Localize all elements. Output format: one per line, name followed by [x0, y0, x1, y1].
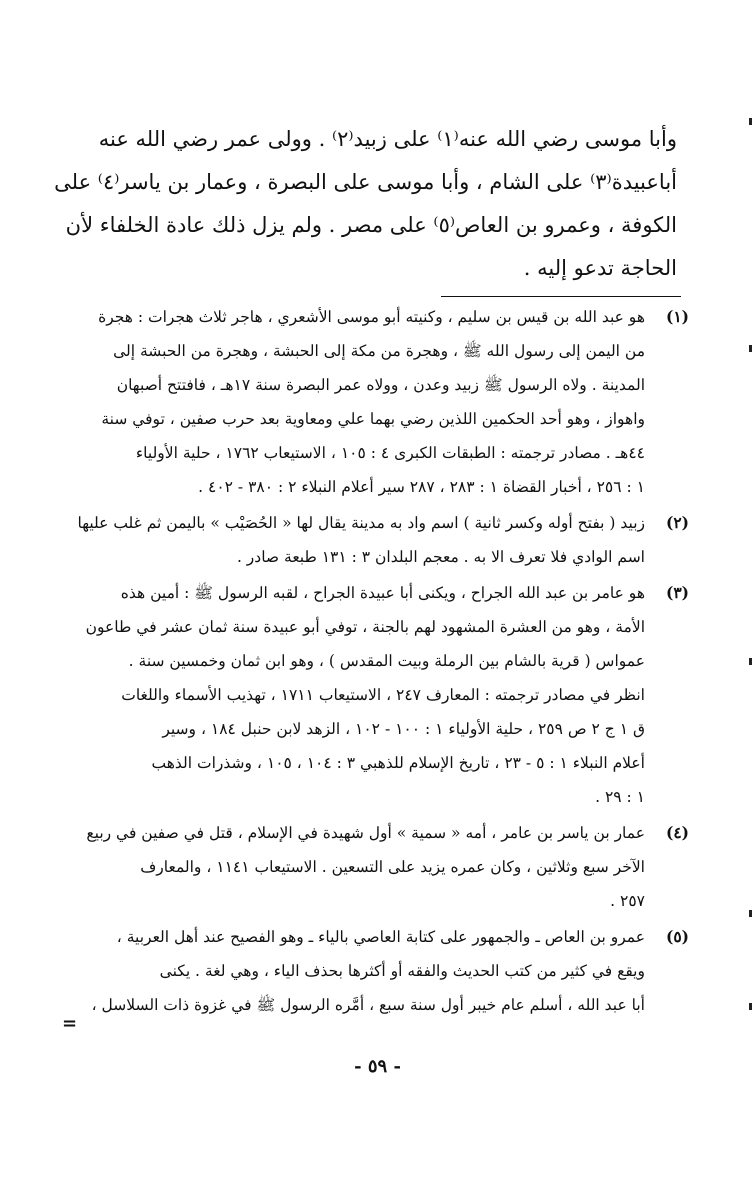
footnote-line: ٤٤هـ . مصادر ترجمته : الطبقات الكبرى ٤ : ١٠٥ ، الاستيعاب ١٧٦٢ ، حلية الأولياء: [135, 444, 645, 462]
footnotes: [41, 300, 689, 1024]
footnote-line: من اليمن إلى رسول الله ﷺ ، وهجرة من مكة إلى الحبشة ، وهجرة من الحبشة إلى: [113, 342, 645, 360]
footnote-1: [41, 300, 689, 504]
footnote-4: [41, 816, 689, 918]
footnote-3: [41, 576, 689, 814]
footnote-line: عمرو بن العاص ـ والجمهور على كتابة العاصي بالياء ـ وهو الفصيح عند أهل العربية ،: [116, 928, 645, 946]
footnote-line: واهواز ، وهو أحد الحكمين اللذين رضي بهما علي ومعاوية بعد حرب صفين ، توفي سنة: [101, 410, 645, 428]
footnote-line: الآخر سبع وثلاثين ، وكان عمره يزيد على التسعين . الاستيعاب ١١٤١ ، والمعارف: [140, 858, 645, 876]
footnote-line: هو عبد الله بن قيس بن سليم ، وكنيته أبو موسى الأشعري ، هاجر ثلاث هجرات : هجرة: [98, 308, 645, 326]
main-text-line: وأبا موسى رضي الله عنه⁽١⁾ على زبيد⁽٢⁾ . وولى عمر رضي الله عنه: [98, 127, 677, 151]
page-number: - ٥٩ -: [354, 1056, 401, 1077]
footnote-line: هو عامر بن عبد الله الجراح ، ويكنى أبا عبيدة الجراح ، لقبه الرسول ﷺ : أمين هذه: [120, 584, 645, 602]
main-text: [54, 118, 677, 290]
scan-artifact: [749, 345, 752, 352]
continuation-mark: =: [62, 1013, 78, 1034]
footnote-2: [41, 506, 689, 574]
footnote-line: الأمة ، وهو من العشرة المشهود لهم بالجنة ، توفي أبو عبيدة سنة ثمان عشر في طاعون: [85, 618, 645, 636]
footnote-line: أعلام النبلاء ١ : ٥ - ٢٣ ، تاريخ الإسلام للذهبي ٣ : ١٠٤ ، ١٠٥ ، وشذرات الذهب: [151, 754, 645, 772]
scan-artifact: [749, 658, 752, 665]
footnote-line: عمواس ( قرية بالشام بين الرملة وبيت المقدس ) ، وهو ابن ثمان وخمسين سنة .: [128, 652, 645, 670]
footnote-line: المدينة . ولاه الرسول ﷺ زبيد وعدن ، وولاه عمر البصرة سنة ١٧هـ ، فافتتح أصبهان: [116, 376, 645, 394]
main-text-line: الكوفة ، وعمرو بن العاص⁽٥⁾ على مصر . ولم يزل ذلك عادة الخلفاء لأن: [65, 213, 677, 237]
footnote-number: (١): [665, 307, 689, 326]
footnote-line: اسم الوادي فلا تعرف الا به . معجم البلدان ٣ : ١٣١ طبعة صادر .: [236, 548, 645, 566]
main-text-line: أباعبيدة⁽٣⁾ على الشام ، وأبا موسى على البصرة ، وعمار بن ياسر⁽٤⁾ على: [54, 170, 677, 194]
footnote-line: ١ : ٢٩ .: [595, 788, 645, 806]
footnote-line: زبيد ( بفتح أوله وكسر ثانية ) اسم واد به مدينة يقال لها « الحُصَيْب » باليمن ثم غلب عليها: [77, 514, 645, 532]
footnote-line: ٢٥٧ .: [610, 892, 645, 910]
footnote-line: ويقع في كثير من كتب الحديث والفقه أو أكثرها بحذف الياء ، وهي لغة . يكنى: [159, 962, 645, 980]
footnote-number: (٤): [665, 823, 689, 842]
footnote-line: أبا عبد الله ، أسلم عام خيبر أول سنة سبع ، أمَّره الرسول ﷺ في غزوة ذات السلاسل ،: [91, 996, 645, 1014]
footnote-line: ١ : ٢٥٦ ، أخبار القضاة ١ : ٢٨٣ ، ٢٨٧ سير أعلام النبلاء ٢ : ٣٨٠ - ٤٠٢ .: [198, 478, 645, 496]
footnote-number: (٢): [665, 513, 689, 532]
main-text-line: الحاجة تدعو إليه .: [523, 256, 677, 280]
footnote-number: (٣): [665, 583, 689, 602]
scan-artifact: [749, 910, 752, 917]
footnote-line: ق ١ ج ٢ ص ٢٥٩ ، حلية الأولياء ١ : ١٠٠ - ١٠٢ ، الزهد لابن حنبل ١٨٤ ، وسير: [162, 720, 645, 738]
scan-artifact: [749, 1003, 752, 1010]
footnote-5: [41, 920, 689, 1022]
footnote-line: عمار بن ياسر بن عامر ، أمه « سمية » أول شهيدة في الإسلام ، قتل في صفين في ربيع: [86, 824, 645, 842]
footnote-separator: [441, 296, 681, 297]
footnote-number: (٥): [665, 927, 689, 946]
footnote-line: انظر في مصادر ترجمته : المعارف ٢٤٧ ، الاستيعاب ١٧١١ ، تهذيب الأسماء واللغات: [121, 686, 645, 704]
scan-artifact: [749, 118, 752, 125]
